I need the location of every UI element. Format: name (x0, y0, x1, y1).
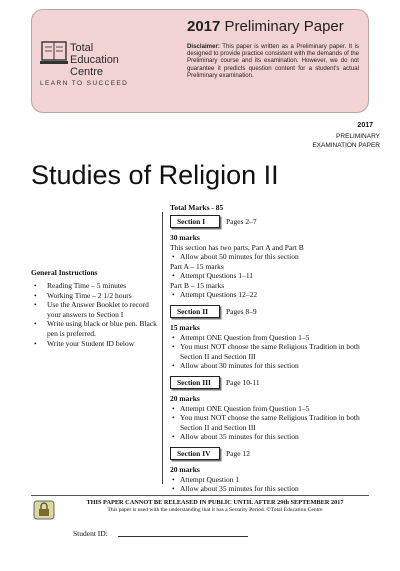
padlock-icon (33, 500, 55, 520)
section-line: • Attempt Questions 1–11 (170, 271, 370, 281)
company-logo (40, 40, 138, 100)
section-pages: Page 12 (226, 449, 250, 458)
section-marks: 15 marks (170, 323, 200, 332)
section-label: Section I (170, 215, 220, 228)
section-line: • Allow about 35 minutes for this section (170, 432, 370, 442)
general-instructions-list (31, 281, 161, 348)
section-pages: Page 10-11 (226, 378, 260, 387)
logo-tagline: LEARN TO SUCCEED (40, 80, 129, 87)
section-marks: 20 marks (170, 394, 200, 403)
section-line: • Allow about 30 minutes for this section (170, 361, 370, 371)
disclaimer-label: Disclaimer: (187, 43, 220, 50)
section-line: • You must NOT choose the same Religious Tradition in both Section II and Section III (170, 413, 370, 432)
paper-year: 2017 (187, 18, 221, 35)
exam-type-line1: PRELIMINARY (336, 133, 380, 140)
header-banner (31, 9, 369, 113)
section-line: Part B – 15 marks (170, 280, 225, 290)
section-label: Section IV (170, 447, 220, 460)
section-2 (170, 305, 370, 371)
section-line: • You must NOT choose the same Religious Tradition in both Section II and Section III (170, 342, 370, 361)
section-line: • Allow about 50 minutes for this section (170, 252, 370, 262)
total-marks: Total Marks - 85 (170, 203, 224, 212)
instruction-item: • Use the Answer Booklet to record your answers to Section I (31, 300, 161, 319)
exam-year: 2017 (357, 122, 373, 129)
section-label: Section III (170, 376, 220, 389)
section-line: • Allow about 35 minutes for this section (170, 484, 370, 494)
logo-name: Total Education Centre (70, 42, 119, 78)
section-1 (170, 215, 370, 300)
instruction-item: • Working Time – 2 1/2 hours (31, 291, 161, 301)
section-line: Part A – 15 marks (170, 261, 224, 271)
section-pages: Pages 2–7 (226, 217, 257, 226)
section-marks: 30 marks (170, 233, 200, 242)
section-3 (170, 376, 370, 442)
student-id-field[interactable] (118, 536, 248, 537)
section-label: Section II (170, 305, 220, 318)
general-instructions-heading: General Instructions (31, 268, 98, 277)
section-line: • Attempt ONE Question from Question 1–5 (170, 404, 370, 414)
section-line: • Attempt Questions 12–22 (170, 290, 370, 300)
exam-type-line2: EXAMINATION PAPER (312, 142, 380, 149)
paper-title: Preliminary Paper (224, 18, 344, 35)
student-id-label: Student ID: (73, 529, 108, 538)
page-title: Studies of Religion II (31, 160, 279, 190)
section-line: • Attempt Question 1 (170, 475, 370, 485)
section-marks: 20 marks (170, 465, 200, 474)
instruction-item: • Reading Time – 5 minutes (31, 281, 161, 291)
release-notice: THIS PAPER CANNOT BE RELEASED IN PUBLIC UNTIL AFTER 29th SEPTEMBER 2017 (86, 499, 344, 506)
section-pages: Pages 8–9 (226, 307, 257, 316)
section-4 (170, 447, 370, 494)
column-divider (162, 212, 163, 484)
open-book-icon (40, 40, 70, 66)
disclaimer (187, 43, 359, 79)
footer-divider (31, 495, 369, 496)
instruction-item: • Write your Student ID below (31, 339, 161, 349)
section-line: This section has two parts, Part A and Part B (170, 242, 304, 252)
section-line: • Attempt ONE Question from Question 1–5 (170, 333, 370, 343)
instruction-item: • Write using black or blue pen. Black pen is preferred. (31, 319, 161, 338)
paper-heading (187, 18, 344, 35)
disclaimer-text: This paper is written as a Preliminary paper. It is designed to provide practice consistent with the demands of the Preliminary course and its examination. However, we do not guarantee it predicts question content for a student's actual Preliminary examination. (187, 43, 359, 79)
security-notice: This paper is used with the understanding that it has a Security Period. ©Total Education Centre (107, 507, 323, 513)
